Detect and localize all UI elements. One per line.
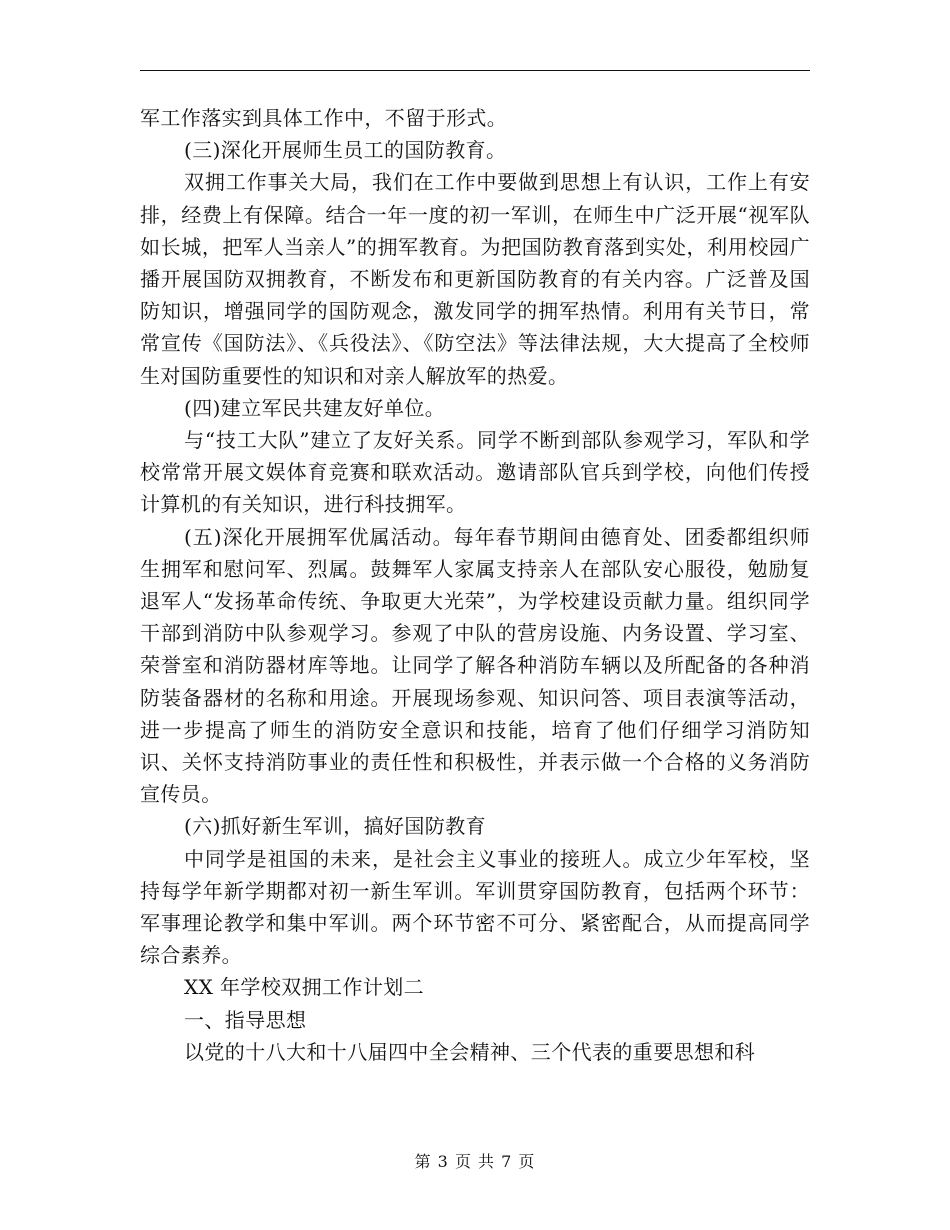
guiding-ideology-paragraph: 以党的十八大和十八届四中全会精神、三个代表的重要思想和科 (184, 1039, 756, 1064)
section-heading-6: (六)抓好新生军训，搞好国防教育 (184, 814, 487, 839)
section-heading-3: (三)深化开展师生员工的国防教育。 (184, 138, 507, 163)
paragraph-friendly-unit: 与“技工大队”建立了友好关系。同学不断到部队参观学习，军队和学校常常开展文娱体育竞赛和联欢活动。邀请部队官兵到学校，向他们传授计算机的有关知识，进行科技拥军。 (140, 428, 810, 517)
paragraph-national-defense-education: 双拥工作事关大局，我们在工作中要做到思想上有认识，工作上有安排，经费上有保障。结合一年一度的初一军训，在师生中广泛开展“视军队如长城，把军人当亲人”的拥军教育。为把国防教育落到实处，利用校园广播开展国防双拥教育，不断发布和更新国防教育的有关内容。广泛普及国防知识，增强同学的国防观念，激发同学的拥军热情。利用有关节日，常常宣传《国防法》、《兵役法》、《防空法》等法律法规，大大提高了全校师生对国防重要性的知识和对亲人解放军的热爱。 (140, 170, 810, 388)
paragraph-continuation: 军工作落实到具体工作中，不留于形式。 (140, 106, 508, 130)
guiding-ideology-heading: 一、指导思想 (184, 1007, 307, 1032)
plan-two-title: XX 年学校双拥工作计划二 (184, 975, 425, 1000)
paragraph-new-student-training: 中同学是祖国的未来，是社会主义事业的接班人。成立少年军校，坚持每学年新学期都对初一新生军训。军训贯穿国防教育，包括两个环节：军事理论教学和集中军训。两个环节密不可分、紧密配合，从而提高同学综合素养。 (140, 846, 810, 968)
page-number: 第 3 页 共 7 页 (414, 1152, 536, 1171)
document-body (140, 102, 810, 1068)
header-rule (140, 70, 810, 71)
paragraph-support-military-families: (五)深化开展拥军优属活动。每年春节期间由德育处、团委都组织师生拥军和慰问军、烈属。鼓舞军人家属支持亲人在部队安心服役，勉励复退军人“发扬革命传统、争取更大光荣”，为学校建设贡献力量。组织同学干部到消防中队参观学习。参观了中队的营房设施、内务设置、学习室、荣誉室和消防器材库等地。让同学了解各种消防车辆以及所配备的各种消防装备器材的名称和用途。开展现场参观、知识问答、项目表演等活动，进一步提高了师生的消防安全意识和技能，培育了他们仔细学习消防知识、关怀支持消防事业的责任性和积极性，并表示做一个合格的义务消防宣传员。 (140, 524, 810, 807)
section-heading-4: (四)建立军民共建友好单位。 (184, 395, 446, 420)
